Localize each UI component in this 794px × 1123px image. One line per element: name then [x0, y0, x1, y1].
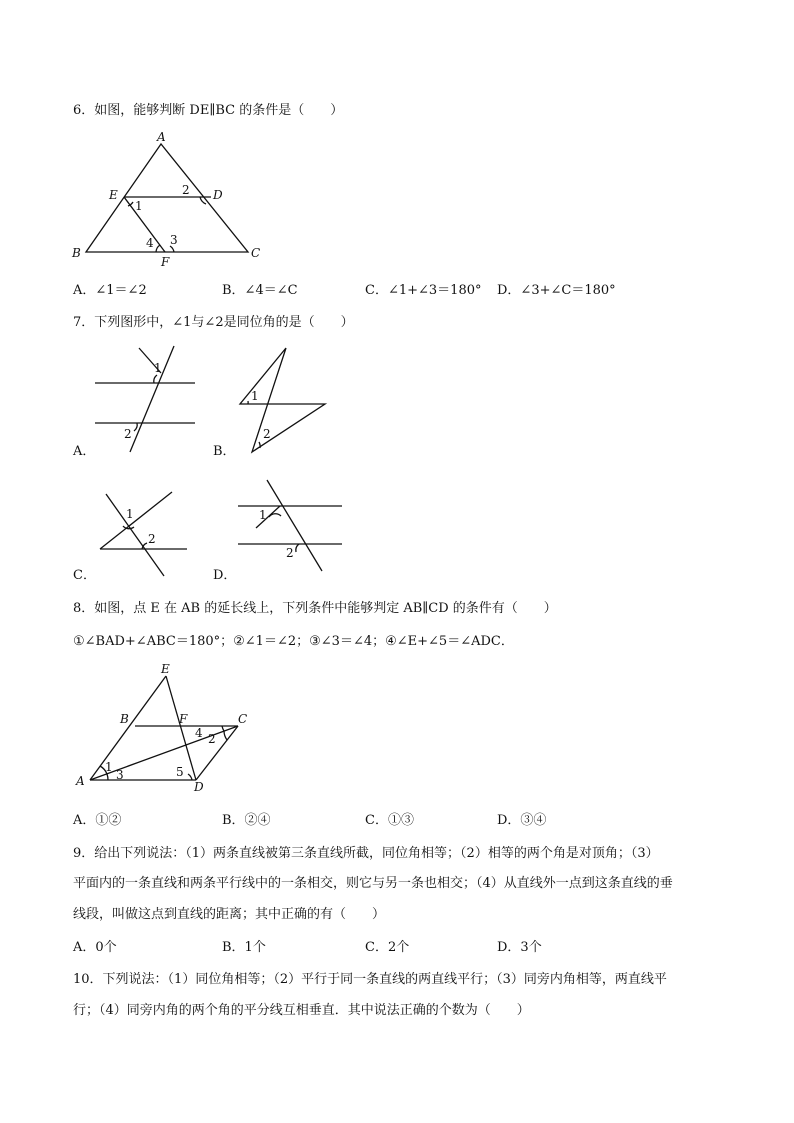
q9-option-c: C．2个	[365, 940, 410, 955]
q7b-angle-1: 1	[251, 389, 259, 403]
q8-stem: 8．如图，点 E 在 AB 的延长线上，下列条件中能够判定 AB∥CD 的条件有（ ）	[73, 601, 557, 616]
q8-option-b: B．②④	[222, 813, 271, 828]
q7d-angle-1: 1	[259, 508, 267, 522]
q6-stem: 6．如图，能够判断 DE∥BC 的条件是（ ）	[73, 103, 344, 118]
q8-angle-1: 1	[105, 760, 113, 774]
q8-conditions: ①∠BAD+∠ABC＝180°；②∠1＝∠2；③∠3＝∠4；④∠E+∠5＝∠ADC．	[73, 634, 514, 649]
q7b-angle-2: 2	[263, 427, 271, 441]
q6-option-b: B．∠4＝∠C	[222, 283, 298, 298]
q8-label-c: C	[238, 712, 248, 726]
q8-line-ae	[90, 676, 166, 780]
q6-arc-4	[156, 245, 160, 252]
q7a-angle-1: 1	[154, 361, 162, 375]
q7-figure-c	[92, 488, 192, 580]
q9-line-3: 线段，叫做这点到直线的距离；其中正确的有（ ）	[73, 907, 386, 922]
q7-stem: 7．下列图形中，∠1与∠2是同位角的是（ ）	[73, 315, 354, 330]
q8-label-e: E	[161, 662, 170, 676]
q6-label-d: D	[213, 188, 223, 202]
q6-figure	[60, 126, 280, 269]
q8-angle-4: 4	[195, 726, 203, 740]
q8-angle-5: 5	[176, 765, 184, 779]
q9-line-1: 9．给出下列说法：（1）两条直线被第三条直线所截，同位角相等；（2）相等的两个角是对顶角；（3）	[73, 846, 659, 861]
q7d-angle-2: 2	[286, 546, 294, 560]
q7-figure-b	[230, 344, 340, 456]
q6-angle-4: 4	[146, 236, 154, 250]
q10-line-1: 10．下列说法：（1）同位角相等；（2）平行于同一条直线的两直线平行；（3）同旁内角相等，两直线平	[73, 972, 667, 987]
q6-label-f: F	[161, 255, 170, 269]
q7-option-b: B．	[213, 444, 236, 459]
q8-figure	[70, 664, 260, 796]
q8-option-a: A．①②	[73, 813, 122, 828]
q8-option-d: D．③④	[497, 813, 547, 828]
q9-option-d: D．3个	[497, 940, 542, 955]
q6-option-d: D．∠3+∠C＝180°	[497, 283, 616, 298]
q8-label-d: D	[194, 780, 204, 794]
q8-label-a: A	[76, 774, 85, 788]
q6-label-c: C	[251, 246, 261, 260]
q7c-angle-1: 1	[126, 507, 134, 521]
q8-label-b: B	[120, 712, 129, 726]
q8-label-f: F	[179, 712, 188, 726]
q6-option-a: A．∠1＝∠2	[73, 283, 147, 298]
q7-figure-d	[232, 476, 347, 580]
q8-option-c: C．①③	[365, 813, 414, 828]
q6-label-b: B	[72, 246, 81, 260]
q9-option-b: B．1个	[222, 940, 266, 955]
q6-angle-2: 2	[182, 183, 190, 197]
q6-label-e: E	[109, 188, 118, 202]
q6-label-a: A	[157, 130, 166, 144]
q10-line-2: 行；（4）同旁内角的两个角的平分线互相垂直．其中说法正确的个数为（ ）	[73, 1003, 530, 1018]
q7-figure-a	[90, 340, 200, 455]
q6-angle-3: 3	[170, 233, 178, 247]
q7-option-c: C．	[73, 568, 96, 583]
q7-option-a: A．	[73, 444, 96, 459]
q7-option-d: D．	[213, 568, 237, 583]
q6-angle-1: 1	[135, 199, 143, 213]
q7a-angle-2: 2	[124, 427, 132, 441]
q8-angle-2: 2	[208, 732, 216, 746]
q9-option-a: A．0个	[73, 940, 117, 955]
q9-line-2: 平面内的一条直线和两条平行线中的一条相交，则它与另一条也相交；（4）从直线外一点到这条直线的垂	[73, 876, 673, 891]
q8-angle-3: 3	[116, 768, 124, 782]
q6-option-c: C．∠1+∠3＝180°	[365, 283, 482, 298]
q7c-angle-2: 2	[148, 532, 156, 546]
